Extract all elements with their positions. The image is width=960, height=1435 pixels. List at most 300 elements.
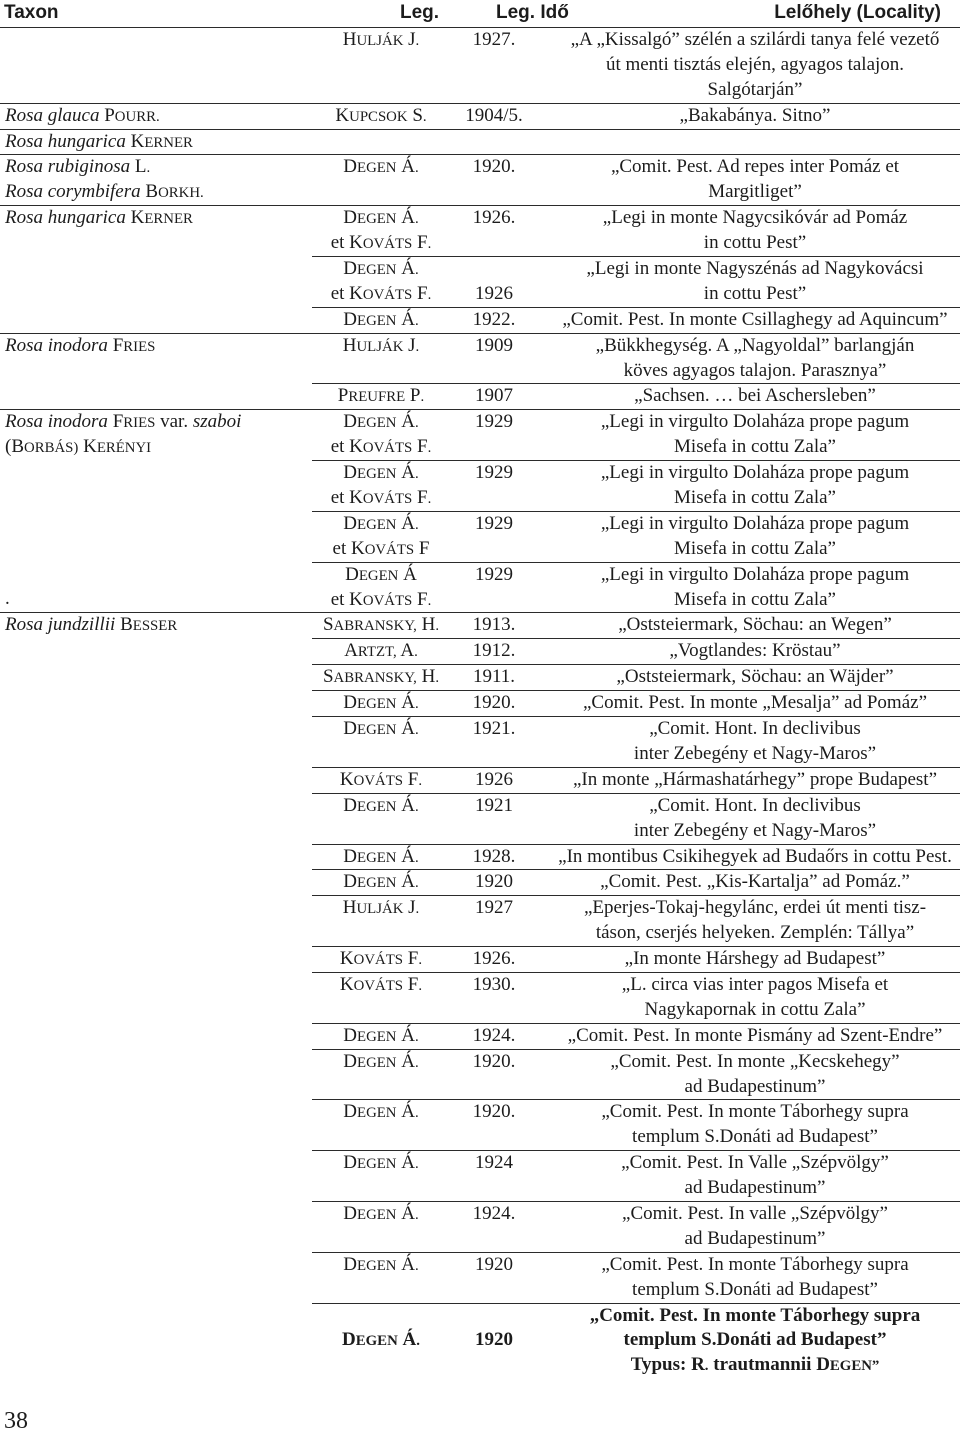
record-row [0,767,960,793]
date-cell [450,1151,538,1202]
record-row [0,613,960,639]
record-row [0,1049,960,1100]
date-cell [450,103,538,129]
small-caps-run: EGEN [357,798,397,815]
date-cell [450,1303,538,1378]
record-row [0,129,960,155]
record-row [0,947,960,973]
small-caps-run: EGEN [357,415,397,432]
taxon-line [5,613,312,638]
date-cell [450,461,538,512]
small-caps-run: OVÁTS [353,952,404,969]
small-caps-run: OVÁTS [353,977,404,994]
small-caps-run: EGEN [357,211,397,228]
collector-line: et KOVÁTS F. [330,282,432,304]
locality-line: inter Zebegény et Nagy-Maros” [633,819,877,841]
taxon-cell [0,870,312,896]
locality-line: „Comit. Pest. Ad repes inter Pomáz et [610,156,900,178]
locality-line: „Comit. Pest. „Kis-Kartalja” ad Pomáz.” [600,871,910,893]
locality-line: „Legi in virgulto Dolaháza prope pagum [600,512,910,534]
date-line: 1927 [475,897,513,919]
taxon-cell [0,1252,312,1303]
collector-line: DEGEN Á. [343,1024,419,1046]
date-line: 1913. [472,614,516,636]
date-line: 1920. [472,1050,516,1072]
collector-line: HULJÁK J. [342,29,420,50]
locality-cell [538,511,960,562]
header-leg-date: Leg. Idő [496,2,569,23]
taxon-cell [0,896,312,947]
date-line: 1924. [472,1202,516,1224]
locality-line: „A „Kissalgó” szélén a szilárdi tanya felé vezető [570,29,940,50]
locality-line: „In monte Hárshegy ad Budapest” [624,948,886,970]
date-line: 1927. [472,29,516,50]
locality-cell [538,461,960,512]
record-row [0,717,960,768]
locality-line: Misefa in cottu Zala” [674,588,836,610]
collector-line: DEGEN Á. [343,845,419,867]
collector-cell [312,28,450,103]
collector-line: SABRANSKY, H. [322,614,440,636]
locality-cell [538,1201,960,1252]
locality-cell [538,1100,960,1151]
taxon-name: Rosa hungarica [5,130,126,152]
record-row [0,103,960,129]
date-cell [450,613,538,639]
date-cell [450,972,538,1023]
small-caps-run: . [415,1054,419,1071]
locality-cell [538,1049,960,1100]
header-leg: Leg. [400,2,440,23]
collector-line: DEGEN Á. [343,411,419,433]
small-caps-run: . [415,262,419,279]
taxon-author: KERNER [130,207,193,229]
record-row [0,1201,960,1252]
taxon-line [5,334,312,359]
collector-cell [312,103,450,129]
date-cell [450,896,538,947]
taxon-cell [0,639,312,665]
record-row [0,155,960,206]
date-line: 1924. [472,1024,516,1046]
taxon-author: L. [134,156,151,178]
date-line [450,257,538,282]
collector-line: DEGEN Á. [343,156,419,178]
small-caps-run: . [415,516,419,533]
date-line: 1929 [475,512,513,534]
locality-line: „Comit. Hont. In declivibus [649,718,861,740]
small-caps-run: RIES [123,338,156,355]
collector-cell [312,767,450,793]
locality-line: in cottu Pest” [703,232,807,254]
collector-cell [312,1201,450,1252]
collector-line: DEGEN Á. [343,692,419,714]
collector-line: KOVÁTS F. [339,768,423,790]
header-taxon: Taxon [4,2,59,23]
collector-cell [312,1151,450,1202]
collector-line: DEGEN Á. [343,512,419,534]
date-cell [450,155,538,206]
date-line: 1907 [475,385,513,407]
taxon-cell [0,793,312,844]
small-caps-run: . [704,1358,709,1375]
collector-cell [312,410,450,461]
taxon-cell [0,257,312,308]
taxon-name: Rosa inodora [5,334,108,356]
collector-cell [312,1049,450,1100]
small-caps-run: EGEN [357,1028,397,1045]
date-line: 1920 [475,871,513,893]
taxon-name: Rosa hungarica [5,207,126,229]
date-cell [450,1201,538,1252]
locality-cell [538,103,960,129]
small-caps-run: . [415,1028,419,1045]
collector-line: DEGEN Á. [343,871,419,893]
date-cell [450,870,538,896]
taxon-cell [0,461,312,512]
small-caps-run: . [415,1156,419,1173]
small-caps-run: EGEN [357,312,397,329]
small-caps-run: . [415,1105,419,1122]
collector-cell [312,307,450,333]
taxon-text: var. [160,411,189,433]
locality-cell [538,717,960,768]
locality-cell [538,896,960,947]
taxon-cell [0,206,312,257]
collector-line: SABRANSKY, H. [322,666,440,688]
taxon-cell [0,691,312,717]
small-caps-run: OVÁTS [362,592,413,609]
taxon-line [5,155,312,180]
collector-cell [312,793,450,844]
record-row [0,691,960,717]
small-caps-run: ORKH. [158,185,204,202]
small-caps-run: ESSER [132,618,178,635]
table-header [0,0,960,28]
small-caps-run: REUFRE [348,389,406,406]
taxon-author: BORKH. [145,181,204,203]
small-caps-run: EGEN [357,466,397,483]
collector-line: et KOVÁTS F. [330,487,432,509]
record-row [0,639,960,665]
collector-line: DEGEN Á. [343,1202,419,1224]
taxon-line [5,206,312,231]
page-number: 38 [4,1408,28,1434]
small-caps-run: . [415,849,419,866]
date-cell [450,717,538,768]
locality-line: Margitliget” [708,181,802,203]
taxon-author: POURR. [104,104,160,126]
collector-line: DEGEN Á. [343,308,419,330]
locality-cell [538,844,960,870]
collector-cell [312,129,450,155]
locality-cell [538,129,960,155]
locality-line: „Comit. Pest. In monte Csillaghegy ad Aquincum” [562,308,948,330]
date-line: 1930. [472,973,516,995]
date-cell [450,129,538,155]
locality-line: „Eperjes-Tokaj-hegylánc, erdei út menti tisz- [583,897,927,919]
small-caps-run: OVÁTS [362,286,413,303]
small-caps-run: OURR. [114,108,160,125]
locality-line: „L. circa vias inter pagos Misefa et [621,973,889,995]
small-caps-run: . [146,160,151,177]
locality-cell [538,1303,960,1378]
record-row [0,972,960,1023]
locality-cell [538,1252,960,1303]
small-caps-run: EGEN [357,1156,397,1173]
small-caps-run: . [427,491,432,508]
collector-cell [312,1100,450,1151]
locality-line: Misefa in cottu Zala” [674,436,836,458]
taxon-author: (BORBÁS) KERÉNYI [5,436,152,458]
small-caps-run: EGEN [357,1054,397,1071]
header-locality: Lelőhely (Locality) [774,2,941,23]
date-cell [450,1049,538,1100]
collector-line: HULJÁK J. [342,334,420,356]
date-line: 1922. [472,308,516,330]
taxon-cell [0,1023,312,1049]
locality-line: „Legi in monte Nagycsikóvár ad Pomáz [602,207,908,229]
locality-line: „Comit. Pest. In monte Táborhegy supra [601,1253,909,1275]
locality-line: „Sachsen. … bei Aschersleben” [634,385,876,407]
date-cell [450,793,538,844]
record-row [0,562,960,613]
small-caps-run: ABRANSKY, [333,670,417,687]
small-caps-run: . [415,160,419,177]
small-caps-run: . [427,286,432,303]
collector-cell [312,461,450,512]
date-cell [450,562,538,613]
collector-line: DEGEN Á. [343,1253,419,1275]
small-caps-run: ULJÁK [356,338,404,355]
locality-line: Salgótarján” [707,78,803,100]
taxon-cell [0,129,312,155]
small-caps-run: . [415,901,420,918]
locality-line: „Comit. Pest. In monte Táborhegy supra [601,1101,909,1123]
date-cell [450,28,538,103]
record-row [0,461,960,512]
taxon-name: Rosa glauca [5,104,100,126]
locality-cell [538,767,960,793]
taxon-cell [0,613,312,639]
locality-line: „Comit. Pest. In monte „Kecskehegy” [610,1050,900,1072]
small-caps-run: ERÉNYI [96,440,152,457]
small-caps-run: EGEN [357,696,397,713]
small-caps-run: UPCSOK [349,108,408,125]
date-line: 1912. [472,640,516,662]
taxon-line [5,104,312,129]
collector-line: DEGEN Á. [342,1329,420,1351]
small-caps-run: . [435,670,440,687]
locality-cell [538,206,960,257]
small-caps-run: . [415,798,419,815]
locality-line: templum S.Donáti ad Budapest” [632,1126,878,1148]
collector-line: DEGEN Á. [343,1050,419,1072]
small-caps-run: OVÁTS [364,541,415,558]
locality-cell [538,1151,960,1202]
locality-line: ad Budapestinum” [684,1227,826,1249]
small-caps-run: . [420,389,425,406]
small-caps-run: . [414,644,418,661]
locality-line: táson, cserjés helyeken. Zemplén: Tállya” [595,922,915,944]
date-cell [450,767,538,793]
taxon-cell [0,562,312,613]
taxon-author: FRIES [112,411,156,433]
date-line: 1911. [472,666,516,688]
date-cell [450,1252,538,1303]
small-caps-run: . [418,977,423,994]
collector-line [312,1304,450,1329]
taxon-name: Rosa inodora [5,411,108,433]
locality-cell [538,947,960,973]
collector-line: et KOVÁTS F [332,537,430,559]
small-caps-run: EGEN [357,262,397,279]
date-cell [450,947,538,973]
taxon-name: Rosa corymbifera [5,181,141,203]
taxon-cell [0,717,312,768]
small-caps-run: EGEN [355,1333,398,1350]
taxon-line [5,180,312,205]
collector-cell [312,333,450,384]
date-line: 1920. [472,156,516,178]
record-row [0,410,960,461]
small-caps-run: RTZT, [357,644,397,661]
taxon-cell [0,333,312,384]
taxon-cell [0,384,312,410]
record-row [0,870,960,896]
taxon-cell [0,1151,312,1202]
collector-cell [312,511,450,562]
collector-cell [312,1252,450,1303]
collector-line: ARTZT, A. [344,640,418,662]
collector-line: DEGEN Á. [343,462,419,484]
date-cell [450,511,538,562]
date-line: 1926 [475,282,513,304]
small-caps-run: EGEN [357,722,397,739]
record-row [0,1023,960,1049]
date-cell [450,844,538,870]
small-caps-run: . [427,440,432,457]
record-row [0,28,960,103]
date-line: 1926. [472,948,516,970]
taxon-line [5,410,312,435]
date-cell [450,1023,538,1049]
small-caps-run: . [415,722,419,739]
date-line: 1928. [472,845,516,867]
small-caps-run: . [422,108,427,125]
locality-line: út menti tisztás elején, agyagos talajon. [605,53,905,75]
date-line: 1920. [472,1101,516,1123]
date-cell [450,333,538,384]
collector-cell [312,155,450,206]
date-cell [450,665,538,691]
collector-cell [312,562,450,613]
collector-cell [312,896,450,947]
collector-cell [312,1303,450,1378]
locality-line: „In montibus Csikihegyek ad Budaőrs in cottu Pest. [558,845,952,867]
record-row [0,1303,960,1378]
taxon-cell [0,155,312,206]
collector-line: et KOVÁTS F. [330,436,432,458]
collector-cell [312,844,450,870]
locality-line: templum S.Donáti ad Budapest” [623,1329,887,1351]
locality-line: „Comit. Hont. In declivibus [649,794,861,816]
date-line: 1920. [472,692,516,714]
taxon-cell [0,28,312,103]
small-caps-run: . [435,618,440,635]
collector-cell [312,613,450,639]
date-line: 1929 [475,563,513,585]
taxon-author: KERNER [130,130,193,152]
taxon-name: szaboi [192,411,242,433]
date-cell [450,384,538,410]
taxon-author: BESSER [120,614,178,636]
collector-cell [312,1023,450,1049]
locality-cell [538,307,960,333]
small-caps-run: . [415,1257,419,1274]
taxon-author: FRIES [112,334,156,356]
locality-cell [538,639,960,665]
taxon-name: Rosa rubiginosa [5,156,131,178]
locality-line: „Comit. Pest. In monte Pismány ad Szent-Endre” [567,1024,943,1046]
record-row [0,896,960,947]
locality-cell [538,665,960,691]
date-line [450,1304,538,1329]
small-caps-run: OVÁTS [362,236,413,253]
collector-line: DEGEN Á. [343,794,419,816]
small-caps-run: EGEN [357,1257,397,1274]
locality-line: „Legi in virgulto Dolaháza prope pagum [600,462,910,484]
locality-cell [538,691,960,717]
locality-line: „Legi in virgulto Dolaháza prope pagum [600,563,910,585]
small-caps-run: EGEN [358,567,399,584]
small-caps-run: . [415,211,419,228]
locality-cell [538,155,960,206]
small-caps-run: . [427,592,432,609]
locality-cell [538,28,960,103]
locality-line: „Comit. Pest. In monte Táborhegy supra [589,1304,921,1326]
taxon-cell [0,665,312,691]
taxon-cell [0,103,312,129]
date-cell [450,307,538,333]
small-caps-run: EGEN [357,875,397,892]
small-caps-run: EGEN [357,1206,397,1223]
collector-cell [312,206,450,257]
locality-line: Misefa in cottu Zala” [674,537,836,559]
small-caps-run: OVÁTS [362,491,413,508]
small-caps-run: ULJÁK [356,901,404,918]
collector-cell [312,972,450,1023]
record-row [0,511,960,562]
date-line: 1909 [475,334,513,356]
locality-cell [538,972,960,1023]
collector-line: et KOVÁTS F. [330,588,432,610]
small-caps-run: . [415,696,419,713]
collector-cell [312,691,450,717]
small-caps-run: OVÁTS [362,440,413,457]
small-caps-run: ORBÁS) [24,440,79,457]
small-caps-run: ABRANSKY, [333,618,417,635]
locality-line: Misefa in cottu Zala” [674,487,836,509]
small-caps-run: . [416,1333,420,1350]
small-caps-run: . [415,312,419,329]
small-caps-run: . [415,1206,419,1223]
small-caps-run: EGEN [357,516,397,533]
locality-cell [538,613,960,639]
taxon-text: . [5,588,10,610]
locality-cell [538,1023,960,1049]
small-caps-run: ERNER [144,134,193,151]
